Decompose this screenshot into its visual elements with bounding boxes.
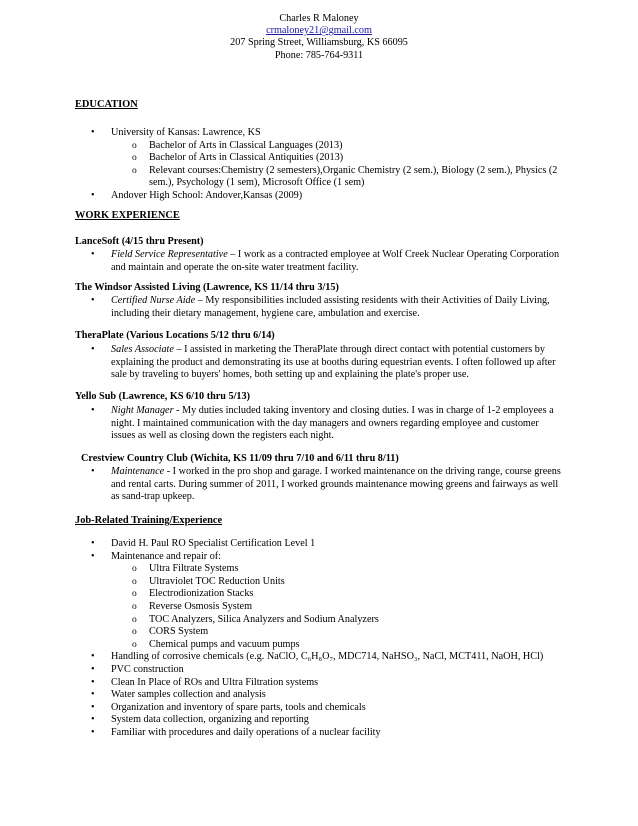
job-description: - I worked in the pro shop and garage. I worked maintenance on the driving range, course greens and rental carts. During summer of 2011, I worked grounds maintenance mowing greens and fairways as well as sand-trap upkeep.	[111, 466, 561, 503]
education-heading: EDUCATION	[75, 99, 138, 110]
job-description: – I assisted in marketing the TheraPlate through direct contact with potential customers by explaining the product and demonstrating its use at booths during equestrian events. I often followed up after sale by traveling to buyers' homes, both setting up and explaining the plate's proper use.	[111, 344, 556, 381]
job-heading: Crestview Country Club (Wichita, KS 11/09 thru 7/10 and 6/11 thru 8/11)	[81, 453, 399, 464]
list-item	[75, 551, 565, 652]
job-description: – I work as a contracted employee at Wolf Creek Nuclear Operating Corporation and maintain and operate the on-site water treatment facility.	[111, 249, 560, 273]
list-item: o TOC Analyzers, Silica Analyzers and Sodium Analyzers	[111, 614, 565, 627]
list-item: o Electrodionization Stacks	[111, 588, 565, 601]
education-list	[75, 127, 565, 203]
list-item: • Water samples collection and analysis	[75, 689, 565, 702]
list-item	[75, 466, 565, 504]
list-item: o Bachelor of Arts in Classical Antiquities (2013)	[111, 152, 565, 165]
list-item	[75, 295, 565, 320]
job-duties	[75, 249, 565, 274]
job-heading: Yello Sub (Lawrence, KS 6/10 thru 5/13)	[75, 391, 250, 402]
list-item: • System data collection, organizing and reporting	[75, 714, 565, 727]
job-role: Sales Associate	[111, 344, 174, 355]
job-description: - My duties included taking inventory and closing duties. I was in charge of 1-2 employees a night. I maintained communication with the day managers and owners regarding employee and customer issues as well as closing down the registers each night.	[111, 405, 554, 442]
job-duties	[75, 344, 565, 382]
job-duties	[75, 405, 565, 443]
job-duties	[75, 466, 565, 504]
list-item	[75, 405, 565, 443]
list-item: o CORS System	[111, 626, 565, 639]
job-heading: TheraPlate (Various Locations 5/12 thru 6/14)	[75, 330, 275, 341]
training-heading: Job-Related Training/Experience	[75, 515, 223, 526]
list-item: • Organization and inventory of spare parts, tools and chemicals	[75, 702, 565, 715]
job-role: Field Service Representative	[111, 249, 228, 260]
job-description: – My responsibilities included assisting residents with their Activities of Daily Living, including their dietary management, hygiene care, ambulation and exercise.	[111, 295, 550, 319]
degree-list	[111, 140, 565, 190]
email-link[interactable]: crmaloney21@gmail.com	[266, 25, 372, 37]
list-item: o Bachelor of Arts in Classical Languages (2013)	[111, 140, 565, 153]
job-role: Certified Nurse Aide	[111, 295, 196, 306]
list-item: o Relevant courses:Chemistry (2 semesters),Organic Chemistry (2 sem.), Biology (2 sem.), Physics (2 sem.), Psychology (1 sem), Microsoft Office (1 sem)	[111, 165, 565, 190]
job-role: Night Manager	[111, 405, 174, 416]
list-item: • David H. Paul RO Specialist Certification Level 1	[75, 538, 565, 551]
phone: Phone: 785-764-9311	[274, 49, 364, 61]
list-item: o Ultraviolet TOC Reduction Units	[111, 576, 565, 589]
list-item: o Reverse Osmosis System	[111, 601, 565, 614]
contact-header	[0, 13, 638, 62]
equipment-list	[111, 563, 565, 651]
list-item	[75, 344, 565, 382]
address: 207 Spring Street, Williamsburg, KS 66095	[230, 37, 408, 49]
job-heading: LanceSoft (4/15 thru Present)	[75, 236, 204, 247]
applicant-name: Charles R Maloney	[279, 13, 359, 24]
job-role: Maintenance	[111, 466, 165, 477]
list-item	[75, 127, 565, 190]
list-item: o Ultra Filtrate Systems	[111, 563, 565, 576]
list-item	[75, 249, 565, 274]
training-list	[75, 538, 565, 740]
work-experience-heading: WORK EXPERIENCE	[75, 210, 180, 221]
list-item-label: Maintenance and repair of:	[111, 550, 222, 562]
list-item: • Handling of corrosive chemicals (e.g. NaClO, C₆H₈O₇, MDC714, NaHSO₃, NaCl, MCT411, NaOH, HCl)	[75, 651, 565, 664]
list-item: • Familiar with procedures and daily operations of a nuclear facility	[75, 727, 565, 740]
list-item: o Chemical pumps and vacuum pumps	[111, 639, 565, 652]
university: University of Kansas: Lawrence, KS	[111, 127, 261, 138]
list-item: • Andover High School: Andover,Kansas (2009)	[75, 190, 565, 203]
list-item: • PVC construction	[75, 664, 565, 677]
job-duties	[75, 295, 565, 320]
list-item: • Clean In Place of ROs and Ultra Filtration systems	[75, 677, 565, 690]
job-heading: The Windsor Assisted Living (Lawrence, KS 11/14 thru 3/15)	[75, 282, 339, 293]
